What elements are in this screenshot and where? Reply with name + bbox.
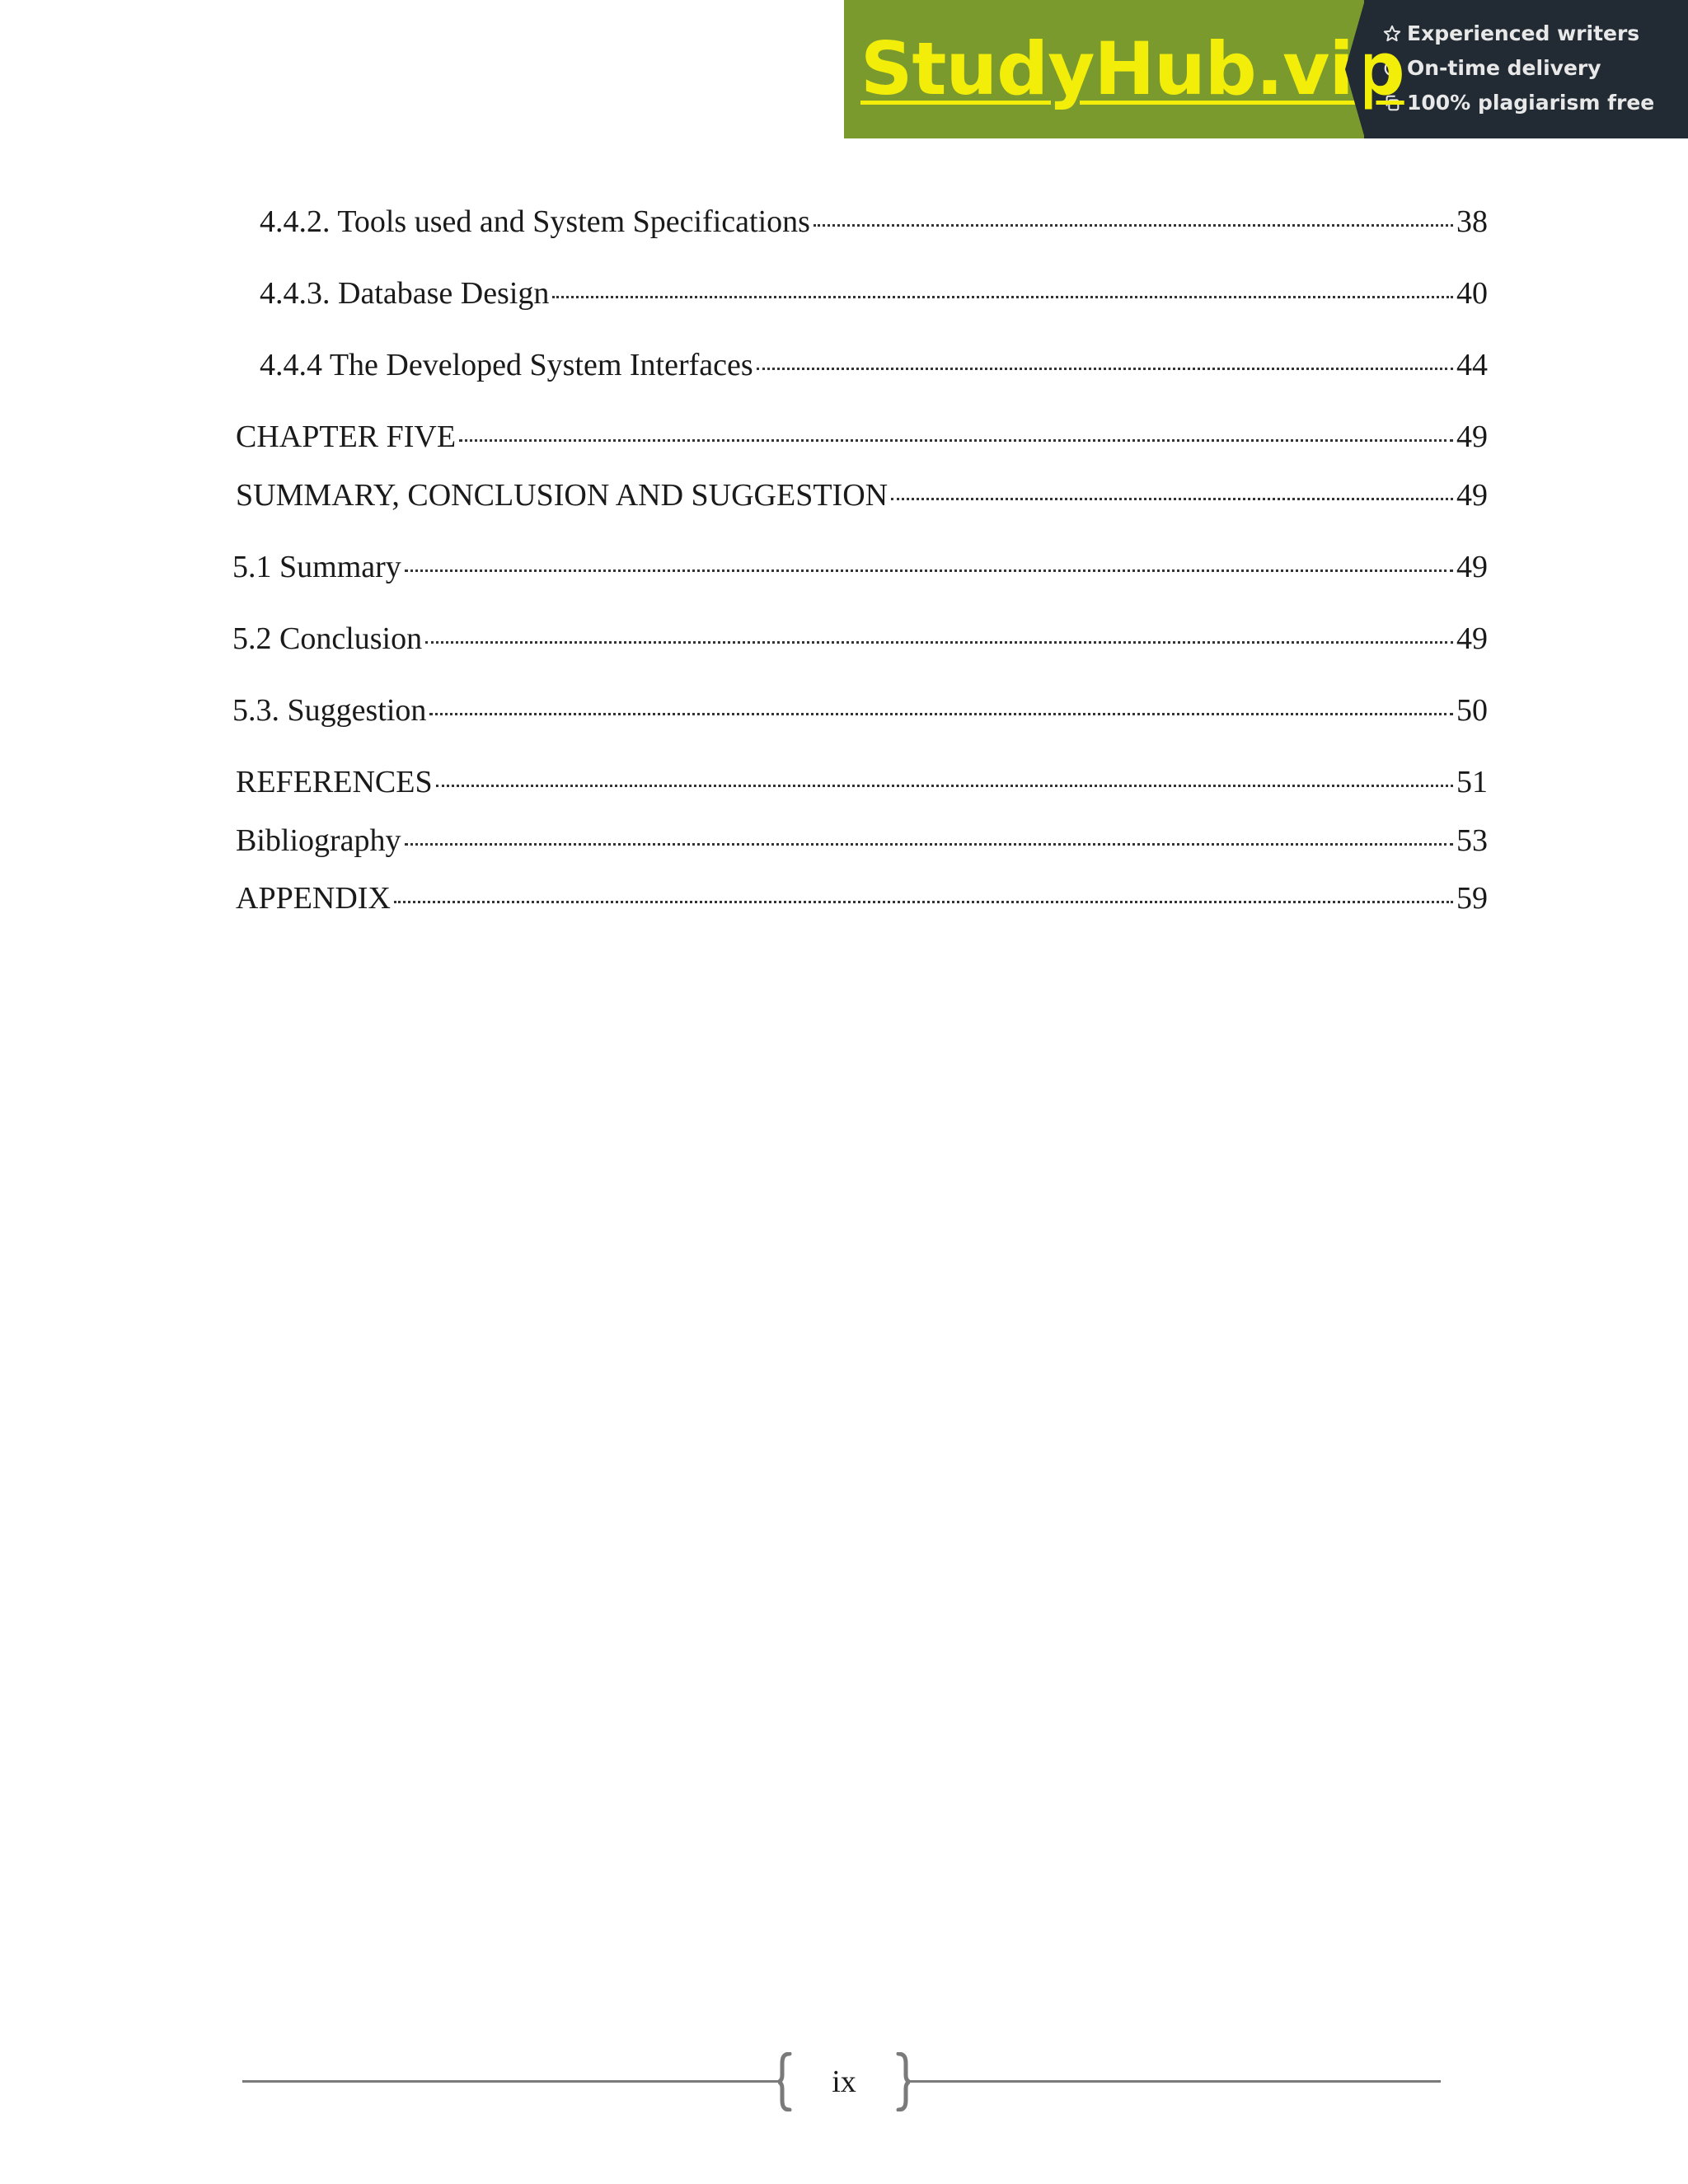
feature-label: On-time delivery <box>1407 56 1601 80</box>
toc-entry-page: 38 <box>1456 204 1488 239</box>
toc-entry-page: 49 <box>1456 550 1488 584</box>
dot-leader <box>891 498 1453 500</box>
toc-entry-title: 5.1 Summary <box>232 550 401 584</box>
toc-entry-title: 5.3. Suggestion <box>232 693 427 728</box>
toc-entry-title: APPENDIX <box>236 881 391 916</box>
toc-entry-references[interactable] <box>236 762 1488 802</box>
studyhub-banner[interactable] <box>844 0 1688 138</box>
toc-entry-page: 40 <box>1456 276 1488 311</box>
feature-on-time-delivery <box>1382 56 1688 81</box>
feature-plagiarism-free <box>1382 91 1688 115</box>
feature-label: 100% plagiarism free <box>1407 91 1655 115</box>
brand-panel <box>844 0 1404 138</box>
toc-entry-title: 5.2 Conclusion <box>232 621 423 656</box>
toc-entry-summary-conclusion-suggestion[interactable] <box>236 476 1488 515</box>
toc-entry-page: 50 <box>1456 693 1488 728</box>
dot-leader <box>757 368 1453 370</box>
page-number: ix <box>832 2064 856 2099</box>
dot-leader <box>429 713 1453 715</box>
toc-entry-title: 4.4.2. Tools used and System Specifications <box>260 204 810 239</box>
dot-leader <box>814 224 1453 227</box>
feature-label: Experienced writers <box>1407 21 1640 45</box>
toc-entry-title: 4.4.4 The Developed System Interfaces <box>260 348 753 382</box>
toc-entry-4-4-2[interactable] <box>260 202 1488 241</box>
dot-leader <box>394 901 1453 903</box>
toc-entry-page: 49 <box>1456 478 1488 513</box>
toc-entry-5-2[interactable] <box>232 619 1488 658</box>
toc-entry-title: SUMMARY, CONCLUSION AND SUGGESTION <box>236 478 889 513</box>
toc-entry-5-1[interactable] <box>232 547 1488 587</box>
footer-bracket-left <box>778 2052 793 2111</box>
toc-entry-title: REFERENCES <box>236 765 433 799</box>
feature-experienced-writers <box>1382 21 1688 46</box>
toc-entry-4-4-4[interactable] <box>260 345 1488 385</box>
toc-entry-page: 49 <box>1456 621 1488 656</box>
toc-entry-page: 53 <box>1456 823 1488 858</box>
dot-leader <box>425 641 1453 644</box>
dot-leader <box>552 296 1453 298</box>
toc-entry-page: 44 <box>1456 348 1488 382</box>
toc-entry-5-3[interactable] <box>232 691 1488 730</box>
footer-bracket-right <box>895 2052 910 2111</box>
dot-leader <box>459 439 1453 442</box>
brand-logo-text[interactable]: StudyHub.vip <box>860 26 1404 111</box>
toc-entry-appendix[interactable] <box>236 879 1488 918</box>
toc-entry-title: CHAPTER FIVE <box>236 419 457 454</box>
dot-leader <box>405 569 1453 572</box>
toc-entry-bibliography[interactable] <box>236 821 1488 860</box>
footer-rule-right <box>910 2080 1441 2083</box>
toc-entry-page: 51 <box>1456 765 1488 799</box>
features-panel <box>1364 0 1688 138</box>
toc-entry-chapter-five[interactable] <box>236 417 1488 457</box>
dot-leader <box>436 785 1453 787</box>
toc-entry-title: Bibliography <box>236 823 401 858</box>
toc-entry-page: 59 <box>1456 881 1488 916</box>
dot-leader <box>405 843 1453 846</box>
toc-entry-title: 4.4.3. Database Design <box>260 276 550 311</box>
toc-entry-4-4-3[interactable] <box>260 274 1488 313</box>
footer-rule-left <box>242 2080 778 2083</box>
toc-entry-page: 49 <box>1456 419 1488 454</box>
